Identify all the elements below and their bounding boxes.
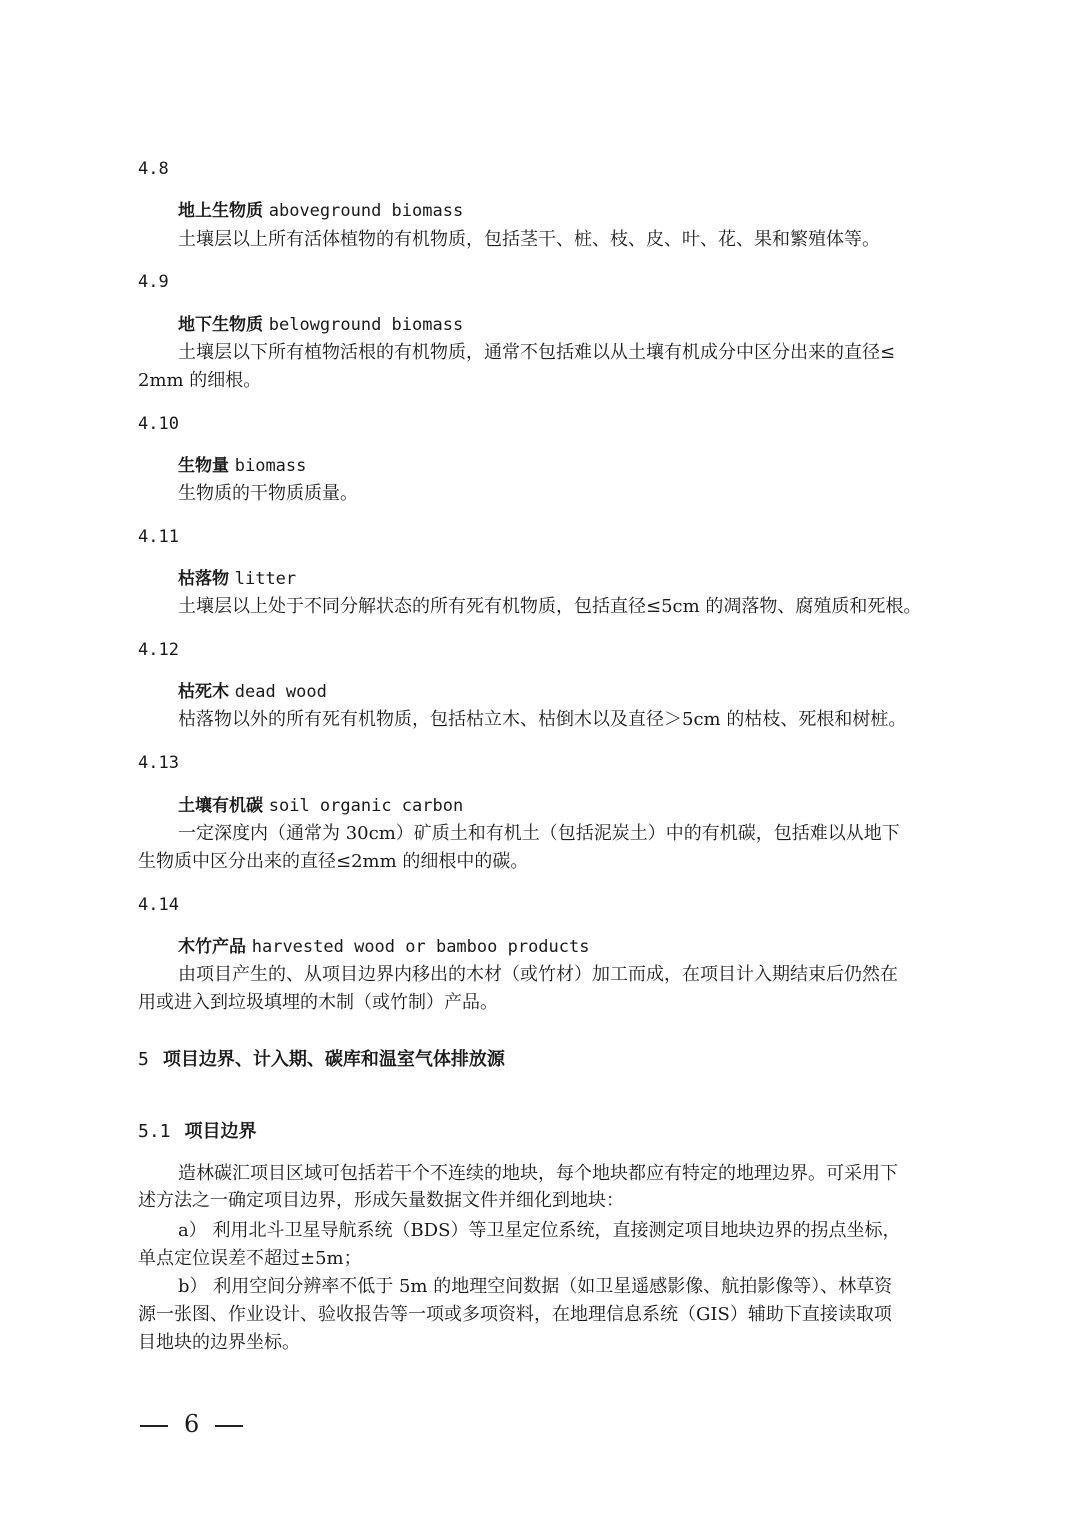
page-footer bbox=[140, 1410, 243, 1438]
term-heading bbox=[178, 936, 590, 958]
term-heading bbox=[178, 455, 306, 477]
clause-number: 4.8 bbox=[138, 159, 169, 179]
definition-line: 土壤层以下所有植物活根的有机物质，通常不包括难以从土壤有机成分中区分出来的直径≤ bbox=[178, 342, 896, 363]
list-item-b-line: b） 利用空间分辨率不低于 5m 的地理空间数据（如卫星遥感影像、航拍影像等）、林草资 bbox=[178, 1276, 893, 1297]
term-zh: 木竹产品 bbox=[178, 937, 246, 957]
definition-line: 一定深度内（通常为 30cm）矿质土和有机土（包括泥炭土）中的有机碳，包括难以从地下 bbox=[178, 823, 900, 844]
term-en: aboveground biomass bbox=[268, 201, 464, 221]
list-item-a-line: 单点定位误差不超过±5m； bbox=[138, 1248, 362, 1269]
clause-number: 4.14 bbox=[138, 895, 179, 915]
definition-line: 用或进入到垃圾填埋的木制（或竹制）产品。 bbox=[138, 992, 498, 1013]
clause-number: 4.9 bbox=[138, 272, 169, 292]
definition-line: 由项目产生的、从项目边界内移出的木材（或竹材）加工而成，在项目计入期结束后仍然在 bbox=[178, 964, 898, 985]
list-item-a-line: a） 利用北斗卫星导航系统（BDS）等卫星定位系统，直接测定项目地块边界的拐点坐标， bbox=[178, 1220, 901, 1241]
clause-number: 4.13 bbox=[138, 753, 179, 773]
term-zh: 生物量 bbox=[178, 456, 229, 476]
list-item-b-line: 源一张图、作业设计、验收报告等一项或多项资料，在地理信息系统（GIS）辅助下直接读取项 bbox=[138, 1304, 892, 1325]
term-en: belowground biomass bbox=[268, 315, 464, 335]
term-en: dead wood bbox=[234, 682, 327, 702]
term-zh: 枯落物 bbox=[178, 569, 229, 589]
definition-line: 生物质的干物质质量。 bbox=[178, 483, 358, 504]
term-heading bbox=[178, 568, 296, 590]
term-heading bbox=[178, 795, 463, 817]
term-zh: 土壤有机碳 bbox=[178, 796, 263, 816]
paragraph-line: 造林碳汇项目区域可包括若干个不连续的地块，每个地块都应有特定的地理边界。可采用下 bbox=[178, 1163, 898, 1184]
term-heading bbox=[178, 200, 463, 222]
definition-line: 枯落物以外的所有死有机物质，包括枯立木、枯倒木以及直径＞5cm 的枯枝、死根和树桩。 bbox=[178, 709, 907, 730]
definition-line: 土壤层以上处于不同分解状态的所有死有机物质，包括直径≤5cm 的凋落物、腐殖质和死根。 bbox=[178, 596, 922, 617]
subsection-number: 5.1 bbox=[138, 1121, 171, 1142]
term-zh: 地上生物质 bbox=[178, 201, 263, 221]
term-en: litter bbox=[234, 569, 297, 589]
term-zh: 地下生物质 bbox=[178, 315, 263, 335]
term-zh: 枯死木 bbox=[178, 682, 229, 702]
term-en: harvested wood or bamboo products bbox=[251, 937, 590, 957]
list-item-b-line: 目地块的边界坐标。 bbox=[138, 1332, 300, 1353]
term-heading bbox=[178, 681, 327, 703]
paragraph-line: 述方法之一确定项目边界，形成矢量数据文件并细化到地块： bbox=[138, 1190, 624, 1211]
clause-number: 4.10 bbox=[138, 414, 179, 434]
definition-line: 生物质中区分出来的直径≤2mm 的细根中的碳。 bbox=[138, 851, 529, 872]
term-heading bbox=[178, 314, 463, 336]
section-title: 项目边界、计入期、碳库和温室气体排放源 bbox=[162, 1049, 505, 1070]
term-en: biomass bbox=[234, 456, 307, 476]
term-en: soil organic carbon bbox=[268, 796, 464, 816]
definition-line: 2mm 的细根。 bbox=[138, 370, 262, 391]
subsection-heading bbox=[138, 1121, 257, 1143]
page-number: 6 bbox=[184, 1410, 200, 1438]
footer-dash-left bbox=[140, 1425, 168, 1427]
definition-line: 土壤层以上所有活体植物的有机物质，包括茎干、桩、枝、皮、叶、花、果和繁殖体等。 bbox=[178, 229, 880, 250]
section-heading bbox=[138, 1049, 505, 1071]
footer-dash-right bbox=[215, 1425, 243, 1427]
subsection-title: 项目边界 bbox=[184, 1121, 257, 1142]
clause-number: 4.12 bbox=[138, 640, 179, 660]
section-number: 5 bbox=[138, 1049, 149, 1070]
clause-number: 4.11 bbox=[138, 527, 179, 547]
